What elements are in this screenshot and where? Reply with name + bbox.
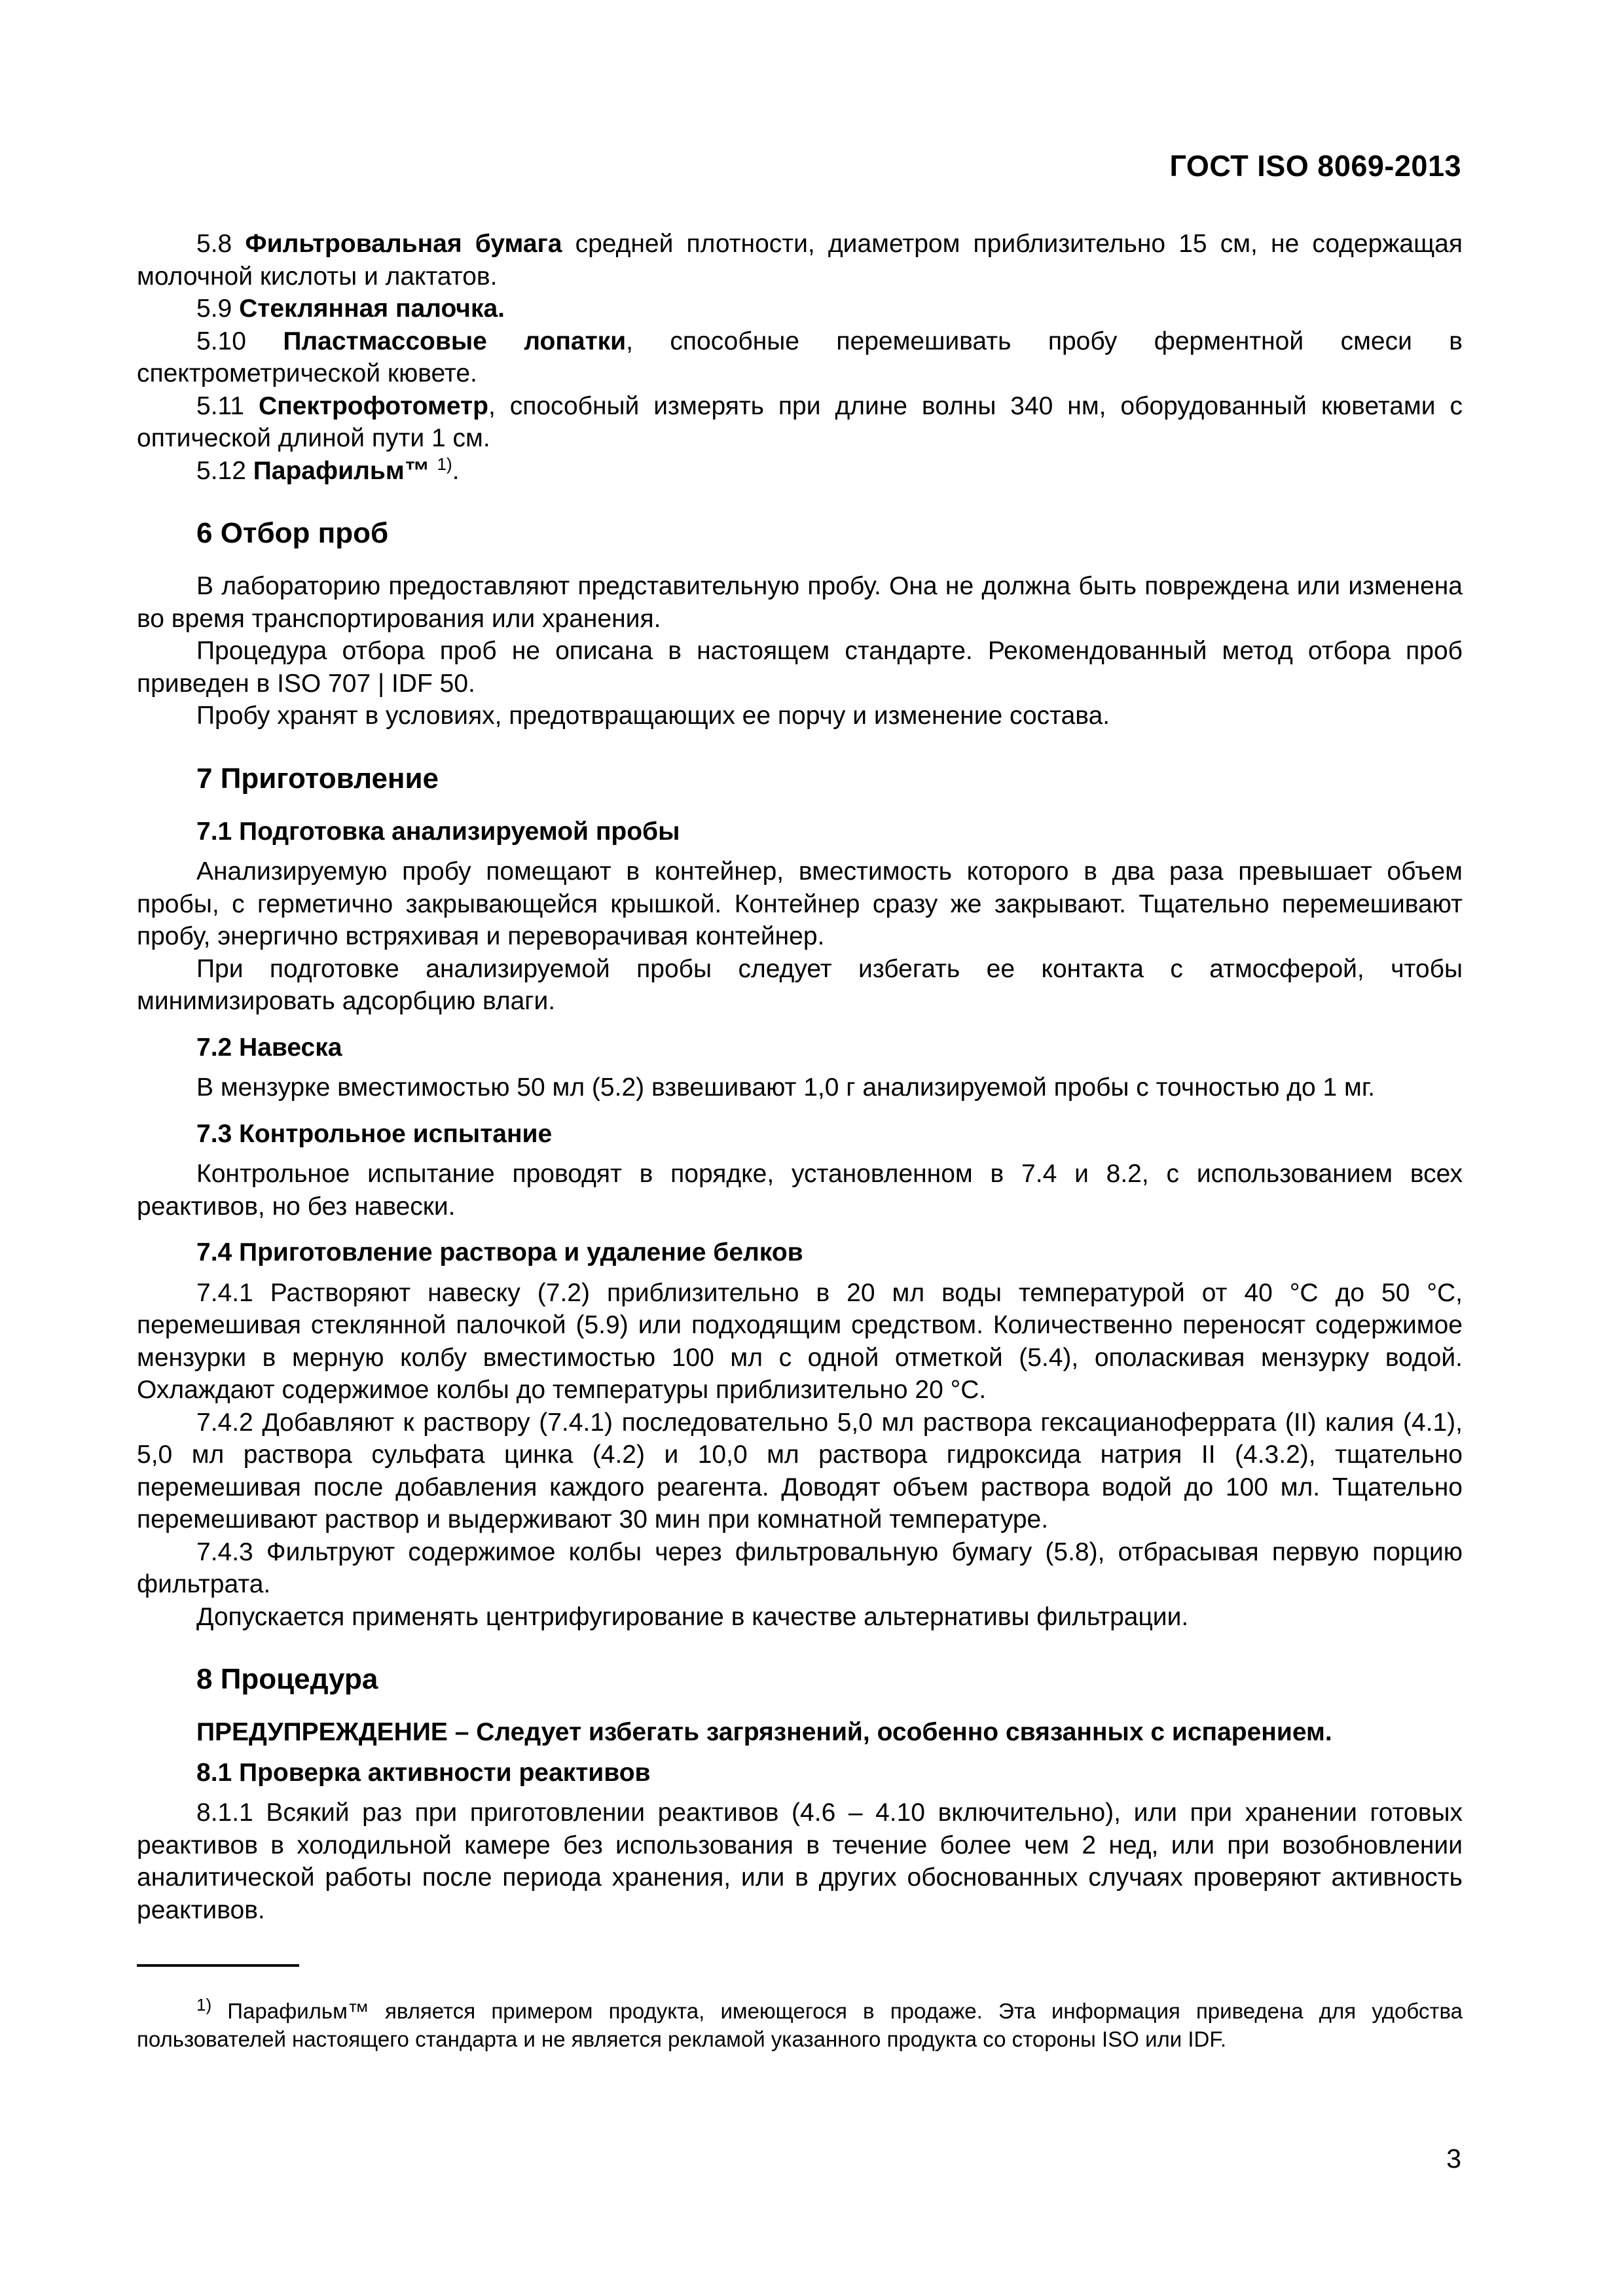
- section-heading-8: 8 Процедура: [196, 1663, 378, 1695]
- footnote-text: Парафильм™ является примером продукта, имеющегося в продаже. Эта информация приведена для удобства пользователей настоящего стандарта и не является рекламой указанного продукта со стороны ISO или IDF.: [137, 1999, 1463, 2051]
- page-number: 3: [1446, 2144, 1461, 2174]
- footnote-reference: 1): [437, 454, 452, 474]
- subsection-heading-7-2: 7.2 Навеска: [196, 1033, 342, 1062]
- document-body: [137, 228, 1463, 1926]
- paragraph: 7.4.1 Растворяют навеску (7.2) приблизительно в 20 мл воды температурой от 40 °С до 50 °С, перемешивая стеклянной палочкой (5.9) или подходящим средством. Количественно переносят содержимое мензурки в мерную колбу вместимостью 100 мл с одной отметкой (5.4), ополаскивая мензурку водой. Охлаждают содержимое колбы до температуры приблизительно 20 °С.: [137, 1278, 1463, 1404]
- clause-term: Спектрофотометр: [258, 391, 488, 420]
- clause-text: , способный измерять при длине волны 340 нм, оборудованный кюветами с оптической длиной пути 1 см.: [137, 391, 1463, 452]
- subsection-heading-7-4: 7.4 Приготовление раствора и удаление белков: [196, 1238, 803, 1266]
- clause-term: Стеклянная палочка.: [239, 295, 505, 323]
- paragraph: Допускается применять центрифугирование в качестве альтернативы фильтрации.: [196, 1602, 1189, 1631]
- warning-text: ПРЕДУПРЕЖДЕНИЕ – Следует избегать загрязнений, особенно связанных с испарением.: [196, 1718, 1332, 1746]
- clause-text: , способные перемешивать пробу ферментной смеси в спектрометрической кювете.: [137, 327, 1463, 387]
- clause-number: 5.9: [196, 295, 232, 323]
- clause-5-10: [137, 325, 1463, 390]
- paragraph: Пробу хранят в условиях, предотвращающих ее порчу и изменение состава.: [196, 702, 1110, 730]
- subsection-heading-8-1: 8.1 Проверка активности реактивов: [196, 1758, 651, 1787]
- footnote-mark: 1): [196, 1995, 212, 2015]
- paragraph: 8.1.1 Всякий раз при приготовлении реактивов (4.6 – 4.10 включительно), или при хранении готовых реактивов в холодильной камере без использования в течение более чем 2 нед, или при возобновлении аналитической работы после периода хранения, или в других обоснованных случаях проверяют активность реактивов.: [137, 1799, 1463, 1924]
- clause-number: 5.10: [196, 327, 246, 355]
- paragraph: Процедура отбора проб не описана в настоящем стандарте. Рекомендованный метод отбора проб приведен в ISO 707 | IDF 50.: [137, 637, 1463, 698]
- footnote-divider: [137, 1964, 299, 1967]
- section-heading-7: 7 Приготовление: [196, 762, 439, 795]
- paragraph: 7.4.3 Фильтруют содержимое колбы через фильтровальную бумагу (5.8), отбрасывая первую порцию фильтрата.: [137, 1537, 1463, 1598]
- clause-text: .: [452, 456, 460, 485]
- clause-5-9: [137, 293, 1463, 325]
- paragraph: Контрольное испытание проводят в порядке, установленном в 7.4 и 8.2, с использованием всех реактивов, но без навески.: [137, 1160, 1463, 1221]
- clause-5-11: [137, 390, 1463, 455]
- clause-text: средней плотности, диаметром приблизительно 15 см, не содержащая молочной кислоты и лактатов.: [137, 230, 1463, 291]
- clause-term: Пластмассовые лопатки: [283, 327, 627, 355]
- clause-term: Фильтровальная бумага: [245, 230, 562, 258]
- clause-number: 5.12: [196, 456, 246, 485]
- paragraph: 7.4.2 Добавляют к раствору (7.4.1) последовательно 5,0 мл раствора гексацианоферрата (II) калия (4.1), 5,0 мл раствора сульфата цинка (4.2) и 10,0 мл раствора гидроксида натрия II (4.3.2), тщательно перемешивая после добавления каждого реагента. Доводят объем раствора водой до 100 мл. Тщательно перемешивают раствор и выдерживают 30 мин при комнатной температуре.: [137, 1408, 1463, 1534]
- paragraph: В лабораторию предоставляют представительную пробу. Она не должна быть повреждена или изменена во время транспортирования или хранения.: [137, 572, 1463, 633]
- subsection-heading-7-1: 7.1 Подготовка анализируемой пробы: [196, 817, 680, 846]
- subsection-heading-7-3: 7.3 Контрольное испытание: [196, 1119, 553, 1148]
- clause-term: Парафильм™: [253, 456, 430, 485]
- clause-5-8: [137, 228, 1463, 293]
- clause-5-12: [137, 455, 1463, 488]
- footnote: [137, 1997, 1463, 2053]
- paragraph: В мензурке вместимостью 50 мл (5.2) взвешивают 1,0 г анализируемой пробы с точностью до 1 мг.: [196, 1073, 1376, 1102]
- paragraph: При подготовке анализируемой пробы следует избегать ее контакта с атмосферой, чтобы минимизировать адсорбцию влаги.: [137, 954, 1463, 1015]
- standard-designation: ГОСТ ISO 8069-2013: [1169, 149, 1461, 183]
- paragraph: Анализируемую пробу помещают в контейнер, вместимость которого в два раза превышает объем пробы, с герметично закрывающейся крышкой. Контейнер сразу же закрывают. Тщательно перемешивают пробу, энергично встряхивая и переворачивая контейнер.: [137, 857, 1463, 950]
- section-heading-6: 6 Отбор проб: [196, 517, 389, 549]
- clause-number: 5.11: [196, 391, 245, 420]
- clause-number: 5.8: [196, 230, 232, 258]
